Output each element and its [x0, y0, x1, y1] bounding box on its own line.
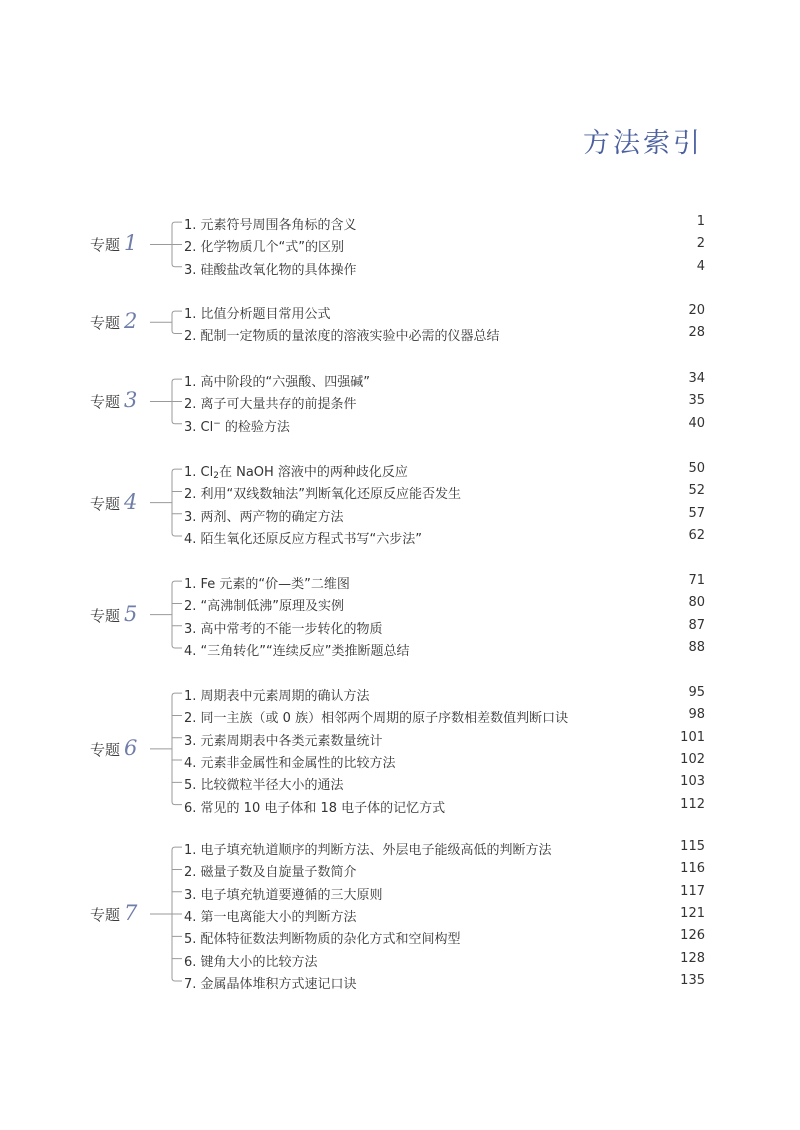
toc-entry-page: 128 — [680, 950, 705, 966]
toc-entry[interactable] — [184, 211, 705, 233]
toc-entry-page: 95 — [688, 685, 705, 700]
toc-entry-page: 121 — [680, 905, 705, 921]
toc-entry-page: 117 — [680, 883, 705, 899]
section-number: 3 — [124, 388, 138, 413]
section-label-text: 专题 — [90, 740, 121, 759]
toc-entry-page: 87 — [688, 617, 705, 633]
section-label — [90, 309, 137, 333]
toc-entry[interactable] — [184, 570, 705, 592]
toc-entry[interactable] — [184, 615, 705, 637]
section-number: 1 — [124, 231, 138, 256]
toc-entry[interactable] — [184, 322, 705, 344]
toc-entry[interactable] — [184, 458, 705, 480]
section-label — [90, 231, 137, 255]
toc-entry-title: 1. 周期表中元素周期的确认方法 — [184, 689, 370, 704]
toc-entry[interactable] — [184, 390, 705, 412]
bracket-connector — [144, 300, 184, 345]
toc-entry[interactable] — [184, 903, 705, 925]
toc-entry[interactable] — [184, 948, 705, 970]
toc-entry-page: 102 — [680, 751, 705, 767]
bracket-connector — [144, 682, 184, 816]
toc-entry-page: 35 — [688, 393, 705, 409]
toc-entry[interactable] — [184, 368, 705, 390]
toc-entry-title: 1. Fe 元素的“价—类”二维图 — [184, 577, 350, 592]
toc-entry[interactable] — [184, 256, 705, 278]
toc-entry-page: 40 — [688, 415, 705, 431]
bracket-connector — [144, 836, 184, 993]
toc-entry[interactable] — [184, 300, 705, 322]
toc-entry-title: 4. 第一电离能大小的判断方法 — [184, 909, 357, 925]
toc-entry-page: 88 — [688, 639, 705, 655]
toc-entry-title: 3. 两剂、两产物的确定方法 — [184, 509, 344, 525]
section-label-text: 专题 — [90, 494, 121, 513]
section-number: 5 — [124, 601, 138, 626]
toc-entry-page: 2 — [696, 236, 705, 252]
toc-entry-title: 3. 元素周期表中各类元素数量统计 — [184, 733, 383, 749]
toc-entry-title: 5. 配体特征数法判断物质的杂化方式和空间构型 — [184, 932, 461, 948]
toc-entry-title: 7. 金属晶体堆积方式速记口诀 — [184, 976, 357, 992]
section-number: 4 — [124, 489, 138, 514]
toc-entry-title: 4. 元素非金属性和金属性的比较方法 — [184, 755, 396, 771]
toc-entry-page: 50 — [688, 461, 705, 476]
bracket-connector — [144, 211, 184, 278]
section-number: 7 — [124, 901, 138, 926]
toc-entry-page: 71 — [688, 573, 705, 588]
toc-entry[interactable] — [184, 704, 705, 726]
toc-entry-title: 3. Cl− 的检验方法 — [184, 418, 290, 435]
section-label-text: 专题 — [90, 314, 121, 333]
section-label-text: 专题 — [90, 236, 121, 255]
subscript: 2 — [213, 471, 219, 481]
toc-entry[interactable] — [184, 858, 705, 880]
toc-entry[interactable] — [184, 925, 705, 947]
toc-entry-title: 2. “高沸制低沸”原理及实例 — [184, 599, 345, 615]
toc-entry-page: 116 — [680, 861, 705, 877]
toc-entry-page: 135 — [680, 972, 705, 988]
toc-entry[interactable] — [184, 233, 705, 255]
toc-entry-title: 1. 比值分析题目常用公式 — [184, 307, 331, 322]
toc-entry-page: 20 — [688, 303, 705, 318]
section-label — [90, 901, 137, 925]
toc-entry-title: 4. “三角转化”“连续反应”类推断题总结 — [184, 643, 410, 659]
toc-entry-title: 2. 同一主族（或 0 族）相邻两个周期的原子序数相差数值判断口诀 — [184, 711, 569, 727]
toc-entry[interactable] — [184, 749, 705, 771]
toc-entry-title: 1. 元素符号周围各角标的含义 — [184, 218, 357, 233]
section-label — [90, 736, 137, 760]
toc-entry[interactable] — [184, 525, 705, 547]
toc-entry-title: 1. $Cl_2$在 NaOH 溶液中的两种歧化反应 — [184, 465, 408, 481]
toc-entry-page: 115 — [680, 839, 705, 854]
toc-entry[interactable] — [184, 682, 705, 704]
toc-entry-page: 101 — [680, 729, 705, 745]
toc-entry-title: 2. 利用“双线数轴法”判断氧化还原反应能否发生 — [184, 487, 462, 503]
toc-entry-title: 3. 硅酸盐改氧化物的具体操作 — [184, 262, 357, 278]
toc-entry-title: 6. 键角大小的比较方法 — [184, 954, 318, 970]
toc-entry[interactable] — [184, 637, 705, 659]
toc-entry[interactable] — [184, 413, 705, 435]
toc-entry[interactable] — [184, 480, 705, 502]
section-label — [90, 490, 137, 514]
toc-entry[interactable] — [184, 727, 705, 749]
toc-entry-title: 2. 磁量子数及自旋量子数简介 — [184, 865, 357, 881]
toc-entry-title: 1. 高中阶段的“六强酸、四强碱” — [184, 375, 371, 390]
bracket-connector — [144, 458, 184, 548]
toc-entry[interactable] — [184, 970, 705, 992]
toc-entry-page: 80 — [688, 595, 705, 611]
toc-entry-page: 62 — [688, 527, 705, 543]
toc-entry-title: 2. 化学物质几个“式”的区别 — [184, 240, 345, 256]
bracket-connector — [144, 368, 184, 435]
toc-entry-title: 2. 离子可大量共存的前提条件 — [184, 397, 357, 413]
toc-entry-page: 52 — [688, 483, 705, 499]
toc-entry[interactable] — [184, 592, 705, 614]
toc-entry-page: 126 — [680, 928, 705, 944]
toc-entry[interactable] — [184, 771, 705, 793]
toc-entry-page: 57 — [688, 505, 705, 521]
toc-entry-title: 6. 常见的 10 电子体和 18 电子体的记忆方式 — [184, 800, 446, 816]
toc-entry-title: 2. 配制一定物质的量浓度的溶液实验中必需的仪器总结 — [184, 329, 500, 345]
toc-entry-page: 1 — [696, 214, 705, 229]
toc-entry[interactable] — [184, 836, 705, 858]
toc-entry-page: 98 — [688, 707, 705, 723]
section-number: 6 — [124, 735, 138, 760]
superscript: − — [213, 418, 221, 429]
toc-entry[interactable] — [184, 794, 705, 816]
toc-entry-title: 4. 陌生氧化还原反应方程式书写“六步法” — [184, 531, 423, 547]
toc-entry-title: 3. 电子填充轨道要遵循的三大原则 — [184, 887, 383, 903]
toc-entry[interactable] — [184, 503, 705, 525]
section-label-text: 专题 — [90, 906, 121, 925]
toc-entry-page: 34 — [688, 371, 705, 386]
section-label-text: 专题 — [90, 393, 121, 412]
toc-entry-page: 28 — [688, 325, 705, 341]
section-label-text: 专题 — [90, 606, 121, 625]
toc-entry-page: 4 — [696, 258, 705, 274]
toc-entry-title: 5. 比较微粒半径大小的通法 — [184, 778, 344, 794]
page-title: 方法索引 — [583, 128, 703, 159]
section-label — [90, 388, 137, 412]
section-label — [90, 602, 137, 626]
bracket-connector — [144, 570, 184, 660]
toc-entry-title: 3. 高中常考的不能一步转化的物质 — [184, 621, 383, 637]
toc-entry-page: 112 — [680, 796, 705, 812]
section-number: 2 — [124, 309, 138, 334]
toc-entry-page: 103 — [680, 774, 705, 790]
toc-entry[interactable] — [184, 881, 705, 903]
toc-entry-title: 1. 电子填充轨道顺序的判断方法、外层电子能级高低的判断方法 — [184, 843, 552, 858]
